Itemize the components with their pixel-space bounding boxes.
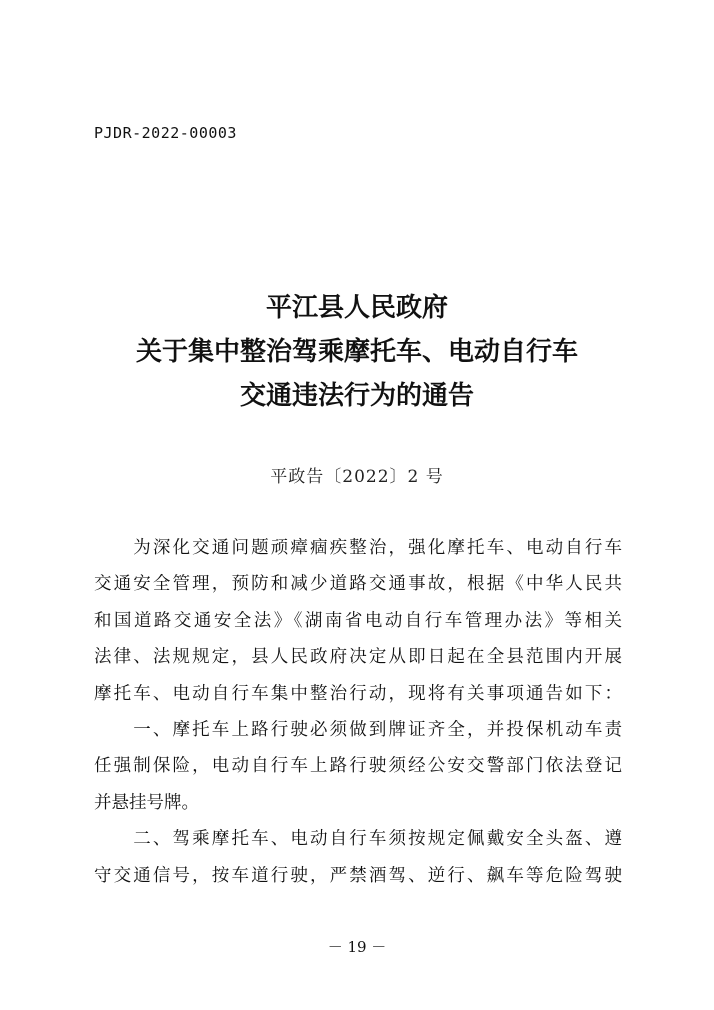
body-line: 交通安全管理，预防和减少道路交通事故，根据《中华人民共 <box>94 574 622 595</box>
issue-number: 平政告〔2022〕2 号 <box>270 467 444 487</box>
body-line: 摩托车、电动自行车集中整治行动，现将有关事项通告如下： <box>94 683 622 704</box>
title-line-1: 平江县人民政府 <box>265 293 448 323</box>
body-line: 法律、法规规定，县人民政府决定从即日起在全县范围内开展 <box>94 647 622 668</box>
body-line: 为深化交通问题顽瘴痼疾整治，强化摩托车、电动自行车 <box>94 538 622 558</box>
document-number: PJDR-2022-00003 <box>94 124 237 142</box>
document-title <box>0 286 714 418</box>
body-line: 并悬挂号牌。 <box>94 792 199 813</box>
body-line: 守交通信号，按车道行驶，严禁酒驾、逆行、飙车等危险驾驶 <box>94 865 622 886</box>
body-line: 和国道路交通安全法》《湖南省电动自行车管理办法》等相关 <box>94 610 622 631</box>
page-number: － 19 － <box>327 938 387 956</box>
body-line: 一、摩托车上路行驶必须做到牌证齐全，并投保机动车责 <box>94 719 622 740</box>
body-line: 任强制保险，电动自行车上路行驶须经公安交警部门依法登记 <box>94 756 622 777</box>
body-line: 二、驾乘摩托车、电动自行车须按规定佩戴安全头盔、遵 <box>94 829 622 850</box>
title-line-3: 交通违法行为的通告 <box>239 381 474 411</box>
body-text <box>94 530 622 894</box>
title-line-2: 关于集中整治驾乘摩托车、电动自行车 <box>135 337 578 367</box>
